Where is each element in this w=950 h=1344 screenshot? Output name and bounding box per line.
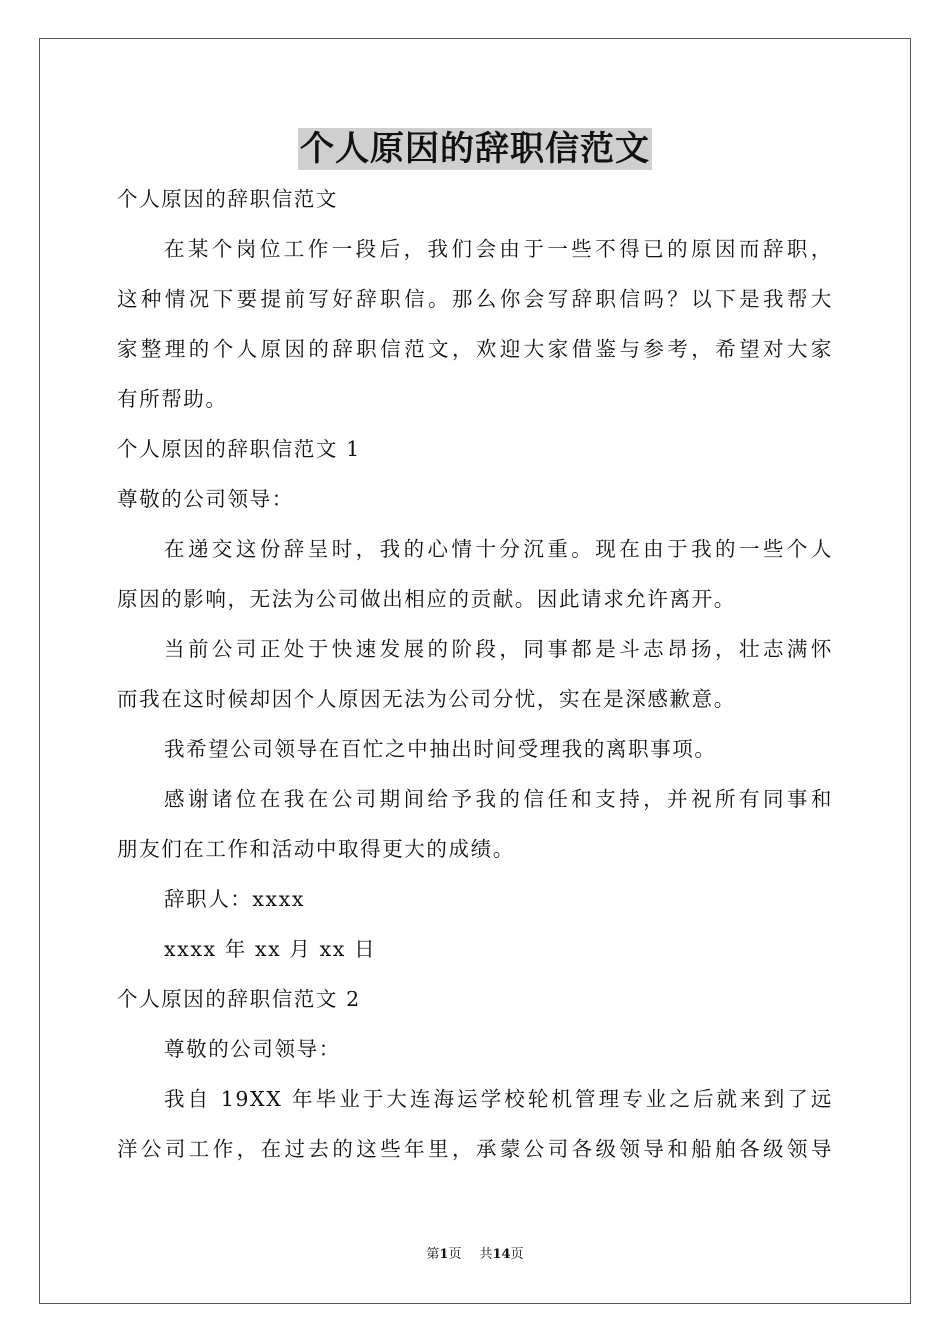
total-prefix: 共 [479,1247,493,1262]
paragraph-line: 我希望公司领导在百忙之中抽出时间受理我的离职事项。 [164,737,717,761]
paragraph-line: 当前公司正处于快速发展的阶段，同事都是斗志昂扬，壮志满怀 [164,637,833,661]
page-total: 14 [492,1247,511,1262]
title-container [0,128,950,170]
salutation: 尊敬的公司领导： [117,487,294,511]
paragraph-line: 这种情况下要提前写好辞职信。那么你会写辞职信吗？以下是我帮大 [117,287,833,311]
section-heading: 个人原因的辞职信范文 [117,187,338,211]
paragraph-line: 洋公司工作，在过去的这些年里，承蒙公司各级领导和船舶各级领导 [117,1137,833,1161]
section-heading: 个人原因的辞职信范文 2 [117,987,361,1011]
date-line: xxxx 年 xx 月 xx 日 [164,937,377,961]
paragraph-line: 而我在这时候却因个人原因无法为公司分忧，实在是深感歉意。 [117,687,736,711]
paragraph-line: 家整理的个人原因的辞职信范文，欢迎大家借鉴与参考，希望对大家 [117,337,833,361]
paragraph-line: 有所帮助。 [117,387,228,411]
page-border [39,38,911,1304]
paragraph-line: 原因的影响，无法为公司做出相应的贡献。因此请求允许离开。 [117,587,736,611]
page-current: 1 [439,1247,449,1262]
page-prefix: 第 [426,1247,440,1262]
salutation: 尊敬的公司领导： [164,1037,341,1061]
section-heading: 个人原因的辞职信范文 1 [117,437,361,461]
page-footer [0,1246,950,1264]
document-title: 个人原因的辞职信范文 [300,129,650,169]
paragraph-line: 在递交这份辞呈时，我的心情十分沉重。现在由于我的一些个人 [164,537,833,561]
signature-line: 辞职人：xxxx [164,887,306,911]
paragraph-line: 我自 19XX 年毕业于大连海运学校轮机管理专业之后就来到了远 [164,1087,833,1111]
total-unit: 页 [510,1247,524,1262]
page-unit: 页 [448,1247,462,1262]
paragraph-line: 朋友们在工作和活动中取得更大的成绩。 [117,837,515,861]
paragraph-line: 在某个岗位工作一段后，我们会由于一些不得已的原因而辞职， [164,237,833,261]
paragraph-line: 感谢诸位在我在公司期间给予我的信任和支持，并祝所有同事和 [164,787,833,811]
